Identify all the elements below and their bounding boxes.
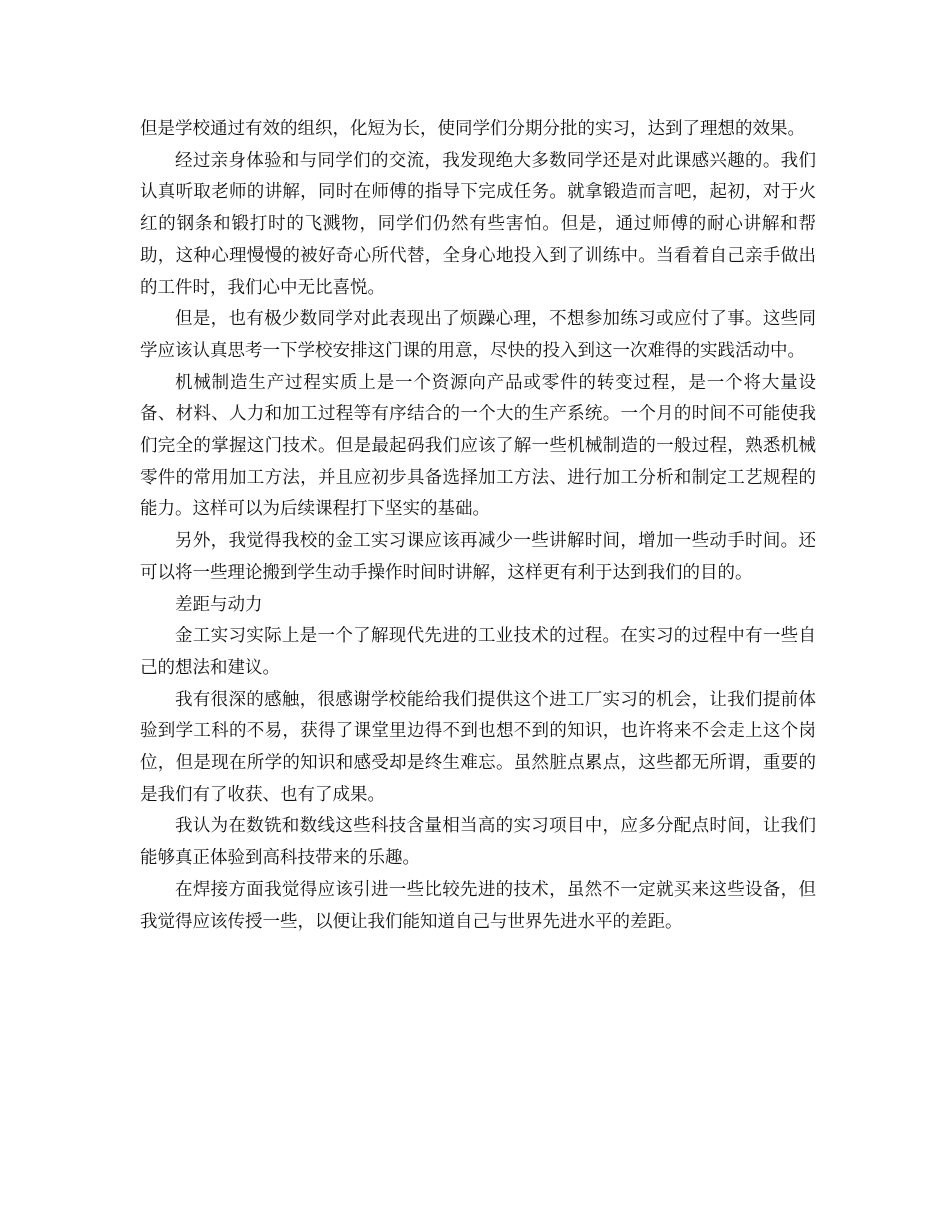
paragraph-welding: 在焊接方面我觉得应该引进一些比较先进的技术，虽然不一定就买来这些设备，但我觉得应该传授一些，以便让我们能知道自己与世界先进水平的差距。 [140,879,816,932]
paragraph-intro: 金工实习实际上是一个了解现代先进的工业技术的过程。在实习的过程中有一些自己的想法和建议。 [140,626,816,678]
paragraph-manufacturing: 机械制造生产过程实质上是一个资源向产品或零件的转变过程，是一个将大量设备、材料、人力和加工过程等有序结合的一个大的生产系统。一个月的时间不可能使我们完全的掌握这门技术。但是最起码我们应该了解一些机械制造的一般过程，熟悉机械零件的常用加工方法，并且应初步具备选择加工方法、进行加工分析和制定工艺规程的能力。这样可以为后续课程打下坚实的基础。 [140,372,816,520]
document-body [140,114,816,938]
paragraph-experience: 经过亲身体验和与同学们的交流，我发现绝大多数同学还是对此课感兴趣的。我们认真听取老师的讲解，同时在师傅的指导下完成任务。就拿锻造而言吧，起初，对于火红的钢条和锻打时的飞溅物，同学们仍然有些害怕。但是，通过师傅的耐心讲解和帮助，这种心理慢慢的被好奇心所代替，全身心地投入到了训练中。当看着自己亲手做出的工件时，我们心中无比喜悦。 [140,150,816,298]
section-heading: 差距与动力 [175,594,263,615]
paragraph-suggestion: 另外，我觉得我校的金工实习课应该再减少一些讲解时间，增加一些动手时间。还可以将一些理论搬到学生动手操作时间时讲解，这样更有利于达到我们的目的。 [140,531,816,583]
paragraph-minority: 但是，也有极少数同学对此表现出了烦躁心理，不想参加练习或应付了事。这些同学应该认真思考一下学校安排这门课的用意，尽快的投入到这一次难得的实践活动中。 [140,309,816,361]
paragraph-cnc: 我认为在数铣和数线这些科技含量相当高的实习项目中，应多分配点时间，让我们能够真正体验到高科技带来的乐趣。 [140,816,816,869]
paragraph-continuation: 但是学校通过有效的组织，化短为长，使同学们分期分批的实习，达到了理想的效果。 [140,119,805,139]
paragraph-feelings: 我有很深的感触，很感谢学校能给我们提供这个进工厂实习的机会，让我们提前体验到学工科的不易，获得了课堂里边得不到也想不到的知识，也许将来不会走上这个岗位，但是现在所学的知识和感受却是终生难忘。虽然脏点累点，这些都无所谓，重要的是我们有了收获、也有了成果。 [140,689,816,805]
